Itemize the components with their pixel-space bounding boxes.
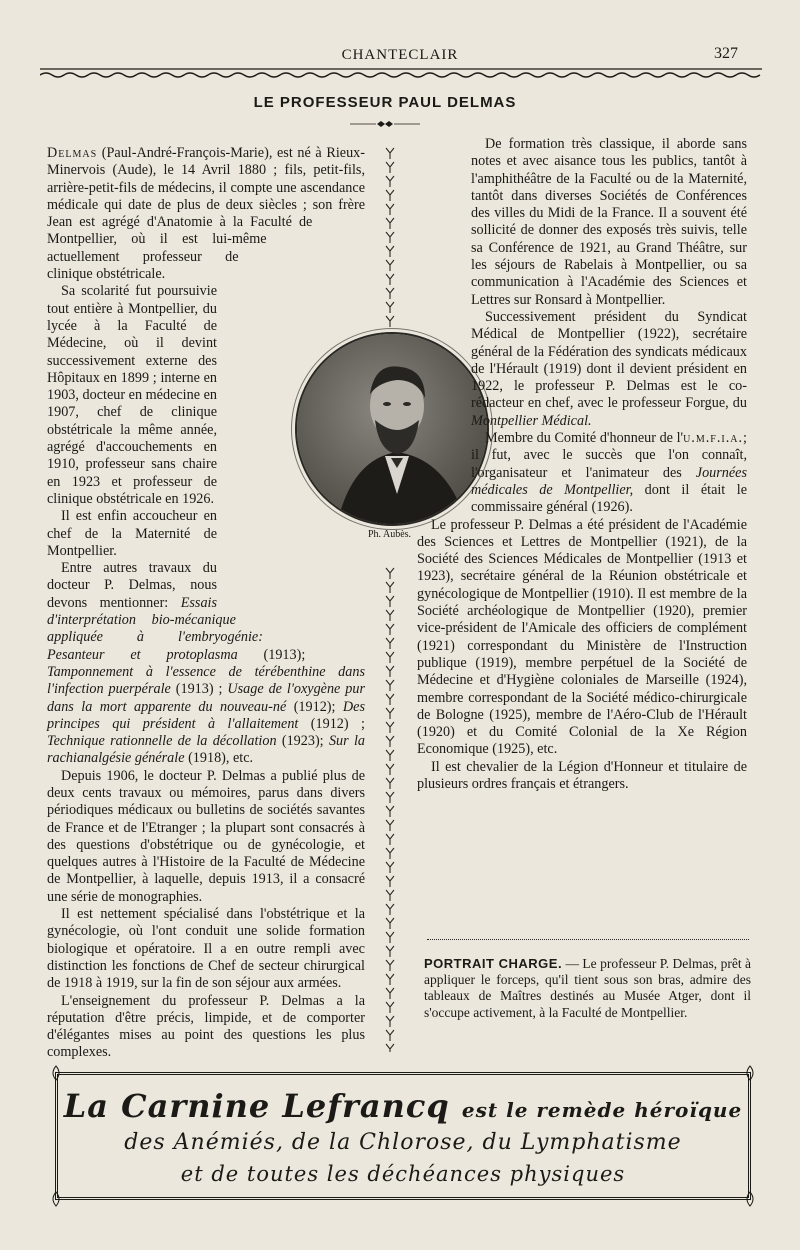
ornament-corner-icon (48, 1191, 64, 1207)
left-paragraph-3: Il est enfin accoucheur en chef de la Maternité de Montpellier. (47, 508, 217, 559)
dotted-divider (427, 939, 749, 942)
left-column (47, 145, 365, 1062)
work-title: Usage de l'oxygène pur dans la mort apparente du nouveau-né (47, 681, 365, 715)
column-divider-chain (382, 146, 398, 1052)
advert-line-2: des Anémiés, de la Chlorose, du Lymphatisme (124, 1130, 682, 1155)
left-paragraph-2: Sa scolarité fut poursuivie tout entière à Montpellier, du lycée à la Faculté de Médecine, où il devint successivement externe des Hôpitaux en 1899 ; interne en 1903, docteur en médecine en 1907, chef de clinique obstétricale la même année, agrégé d'accouchements en 1910, professeur sans chaire en 1923 et professeur de clinique obstétricale en 1926. (47, 283, 217, 507)
work-title: Tamponnement à l'essence de térébenthine dans l'infection puerpérale (47, 663, 365, 698)
ornament-corner-icon (48, 1065, 64, 1081)
ornament-corner-icon (742, 1191, 758, 1207)
event-title: Journées médicales de Montpellier, (471, 464, 747, 498)
left-paragraph-6: Il est nettement spécialisé dans l'obstétrique et la gynécologie, où l'ont conduit une solide formation biologique et opératoire. Il a en outre rempli avec distinction les fonctions de Chef de secteur chirurgical de 1918 à 1919, sur la fin de son séjour aux armées. (47, 906, 365, 992)
portrait-charge-label: PORTRAIT CHARGE. (424, 956, 563, 971)
right-paragraph-1: De formation très classique, il aborde sans notes et avec aisance tous les publics, tantôt à l'amphithéâtre de la Faculté ou de la Maternité, tantôt dans diverses Sociétés de Conférences des villes du Midi de la France. Il a souvent été sollicité de donner des exposés très suivis, telle sa Conférence de 1921, au Grand Théâtre, sur les séjours de Rabelais à Montpellier, ou sa communication à l'Académie des Sciences et Lettres sur Ronsard à Montpellier. (471, 136, 747, 308)
portrait-charge-caption: PORTRAIT CHARGE. — Le professeur P. Delmas, prêt à appliquer le forceps, qu'il tient sous son bras, admire des tableaux de Maîtres destinés au Musée Atger, dont il s'occupe activement, à la Faculté de Montpellier. (424, 956, 752, 1020)
right-column (417, 136, 747, 793)
right-paragraph-3: Membre du Comité d'honneur de l'u.m.f.i.a.; il fut, avec le succès que l'on connaît, l'organisateur et l'animateur des Journées médicales de Montpellier, dont il était le commissaire général (1926). (471, 430, 748, 516)
ornament-corner-icon (742, 1065, 758, 1081)
left-paragraph-7: L'enseignement du professeur P. Delmas a la réputation d'être précis, limpide, et de comporter d'élégantes mises au point des questions les plus complexes. (47, 992, 365, 1061)
advert-headline (58, 1087, 748, 1125)
umfia-abbreviation: u.m.f.i.a. (683, 430, 744, 447)
work-title: Essais d'interprétation bio-mécanique appliquée à l'embryogénie: Pesanteur et protoplasma (47, 594, 263, 663)
work-title: Technique rationnelle de la décollation (47, 733, 277, 750)
right-paragraph-2: Successivement président du Syndicat Médical de Montpellier (1922), secrétaire général de la Fédération des syndicats médicaux de l'Hérault (1919) dont il devient président en 1922, le professeur P. Delmas est le co-rédacteur en chef, avec le professeur Forgue, du Montpellier Médical. (471, 308, 747, 429)
page-number: 327 (714, 45, 738, 62)
journal-title: Montpellier Médical. (471, 412, 592, 429)
article-title: LE PROFESSEUR PAUL DELMAS (253, 94, 517, 111)
left-paragraph-1: Delmas (Paul-André-François-Marie), est né à Rieux-Minervois (Aude), le 14 Avril 1880 ; fils, petit-fils, arrière-petit-fils de médecins, il compte une ascendance médicale qui date de plus de deux siècles ; son frère Jean est agrégé d'Anatomie à la Faculté de Montpellier, où il est lui-même actuellement professeur de clinique obstétricale. (47, 145, 365, 283)
advertisement-box (55, 1072, 751, 1200)
photo-credit: Ph. Aubès. (368, 529, 412, 540)
title-ornament (350, 119, 420, 129)
subject-name: Delmas (47, 145, 98, 161)
right-paragraph-5: Il est chevalier de la Légion d'Honneur et titulaire de plusieurs ordres français et étrangers. (417, 758, 747, 792)
running-head: CHANTECLAIR (341, 47, 459, 63)
advert-claim: est le remède héroïque (461, 1098, 743, 1122)
left-paragraph-4: Entre autres travaux du docteur P. Delmas, nous devons mentionner: Essais d'interprétation bio-mécanique appliquée à l'embryogénie: Pesanteur et protoplasma (1913); Tamponnement à l'essence de térébenthine dans l'infection puerpérale (1913) ; Usage de l'oxygène pur dans la mort apparente du nouveau-né (1912); Des principes qui président à l'allaitement (1912) ; Technique rationnelle de la décollation (1923); Sur la rachianalgésie générale (1918), etc. (47, 560, 365, 767)
right-paragraph-4: Le professeur P. Delmas a été président de l'Académie des Sciences et Lettres de Montpellier (1921), de la Société des Sciences Médicales de Montpellier (1913 et 1923), secrétaire général de la Réunion obstétricale et gynécologique de Montpellier (1910). Il est membre de la Société archéologique de Montpellier (1920), premier vice-président de l'Amicale des officiers de complément (1921) correspondant du Ministère de l'Instruction publique (1919), membre perpétuel de la Société de Médecine et d'Hygiène coloniales de Marseille (1924), membre correspondant de la Société médico-chirurgicale de Bologne (1925), membre de l'Aéro-Club de l'Hérault (1920) et du Comité Colonial de la Xe Région Economique (1925), etc. (417, 516, 747, 758)
header-wavy-rule (40, 68, 762, 80)
advert-brand: La Carnine Lefrancq (63, 1087, 450, 1125)
advert-line-3: et de toutes les déchéances physiques (180, 1162, 626, 1186)
work-title: Des principes qui président à l'allaitement (47, 698, 365, 732)
work-title: Sur la rachianalgésie générale (47, 733, 365, 767)
portrait-wrap-space (417, 326, 471, 514)
left-paragraph-5: Depuis 1906, le docteur P. Delmas a publié plus de deux cents travaux ou mémoires, parus dans divers périodiques médicaux ou bulletins de sociétés savantes de France et de l'Etranger ; la plupart sont consacrés à des questions d'obstétrique ou de gynécologie, et quelques autres à l'Histoire de la Faculté de Médecine de Montpellier, à laquelle, depuis 1913, il a consacré une série de monographies. (47, 767, 365, 905)
